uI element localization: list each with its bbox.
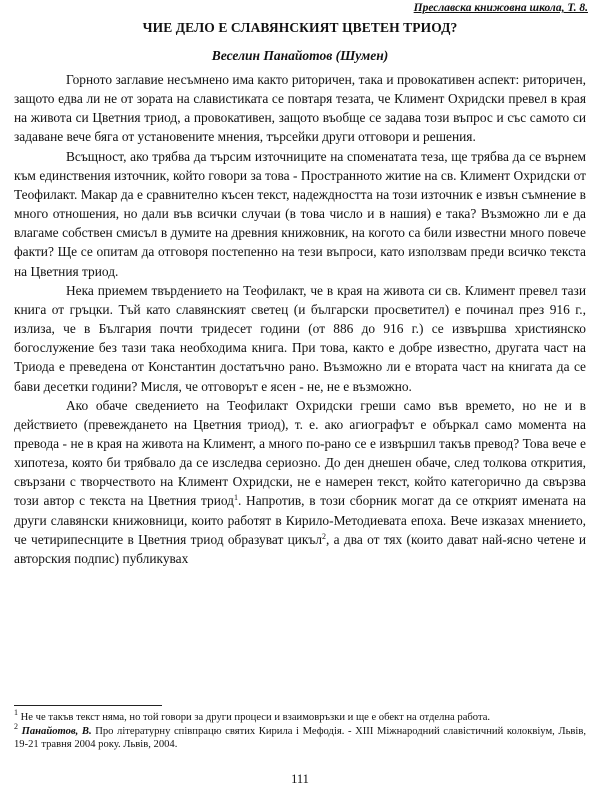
paragraph-4-part-c: , а два от тях (които дават най-ясно четене и авторския подпис) публикувах bbox=[14, 531, 586, 566]
paragraph-1: Горното заглавие несъмнено има както риторичен, така и провокативен аспект: риторичен, защото едва ли не от зората на славистиката се повтаря тезата, че Климент Охридски превел в края на живота си Цветния триод, а провокативен, защото въобще се задава този въпрос и със самото си задаване вече бяга от установените мнения, търсейки други отговори и решения. bbox=[14, 72, 586, 145]
footnote-separator bbox=[14, 705, 162, 706]
paragraph-3: Нека приемем твърдението на Теофилакт, че в края на живота си св. Климент превел тази книга от гръцки. Тъй като славянският светец (и български просветител) е починал през 916 г., излиза, че в България почти тридесет години (от 886 до 916 г.) се извършва християнско богослужение без тази така необходима книга. При това, както е добре известно, другата част на Триода е преведена от Константин достатъчно рано. Възможно ли е втората част на книгата да се бави десетки години? Мисля, че отговорът е ясен - не, не е възможно. bbox=[14, 282, 586, 394]
footnote-1 bbox=[14, 708, 586, 725]
footnote-2 bbox=[14, 721, 587, 752]
article-author: Веселин Панайотов (Шумен) bbox=[211, 48, 389, 63]
paragraph-4-part-b: . Напротив, в този сборник могат да се открият имената на други славянски книжовници, които работят в Кирило-Методиевата епоха. Вече изказах мнението, че четирипеснците в Цветния триод образуват цикъл bbox=[14, 493, 586, 547]
footnote-ref-2[interactable]: 2 bbox=[322, 531, 327, 541]
footnote-1-text: Не че такъв текст няма, но той говори за други процеси и взаимовръзки и ще е обект на отделна работа. bbox=[18, 712, 491, 723]
paragraph-4-part-a: Ако обаче сведението на Теофилакт Охридски греши само във времето, но не и в действието (превеждането на Цветния триод), т. е. ако агиографът е объркал само момента на превода - не в края на живота на Климент, а много по-рано се е извършил такъв превод? Това вече е хипотеза, която би трябвало да се изследва сериозно. До ден днешен обаче, след толкова открития, свързани с творчеството на Климент Охридски, не е намерен текст, който категорично да свързва този автор с текста на Цветния триод bbox=[14, 397, 586, 509]
footnotes bbox=[14, 708, 587, 752]
footnote-1-mark: 1 bbox=[14, 708, 18, 717]
footnote-2-text: Про літературну співпрацю святих Кирила і Мефодія. - ХІІІ Міжнародний славістичний колоквіум, Львів, 19-21 травня 2004 року. Львів, 2004. bbox=[14, 725, 587, 751]
page-number: 111 bbox=[291, 772, 309, 786]
footnote-2-author: Панайотов, В. bbox=[21, 725, 92, 737]
running-header: Преславска книжовна школа, Т. 8. bbox=[413, 2, 588, 14]
paragraph-4 bbox=[14, 396, 586, 568]
footnote-ref-1[interactable]: 1 bbox=[234, 493, 238, 503]
article-title: ЧИЕ ДЕЛО Е СЛАВЯНСКИЯТ ЦВЕТЕН ТРИОД? bbox=[142, 20, 458, 35]
article-body bbox=[14, 70, 586, 568]
footnote-2-mark: 2 bbox=[14, 721, 18, 731]
paragraph-2: Всъщност, ако трябва да търсим източниците на споменатата теза, ще трябва да се върнем към единствения източник, който говори за това - Пространното житие на св. Климент Охридски от Теофилакт. Макар да е сравнително късен текст, надеждността на този източник е извън съмнение в много отношения, но дали във всички случаи (в това число и в нашия) е така? Възможно ли е да влагаме собствен смисъл в думите на древния книжовник, на когото са били известни много повече факти? Ще се опитам да отговоря постепенно на тези въпроси, като използвам преди всичко текста на Цветния триод. bbox=[14, 148, 586, 279]
